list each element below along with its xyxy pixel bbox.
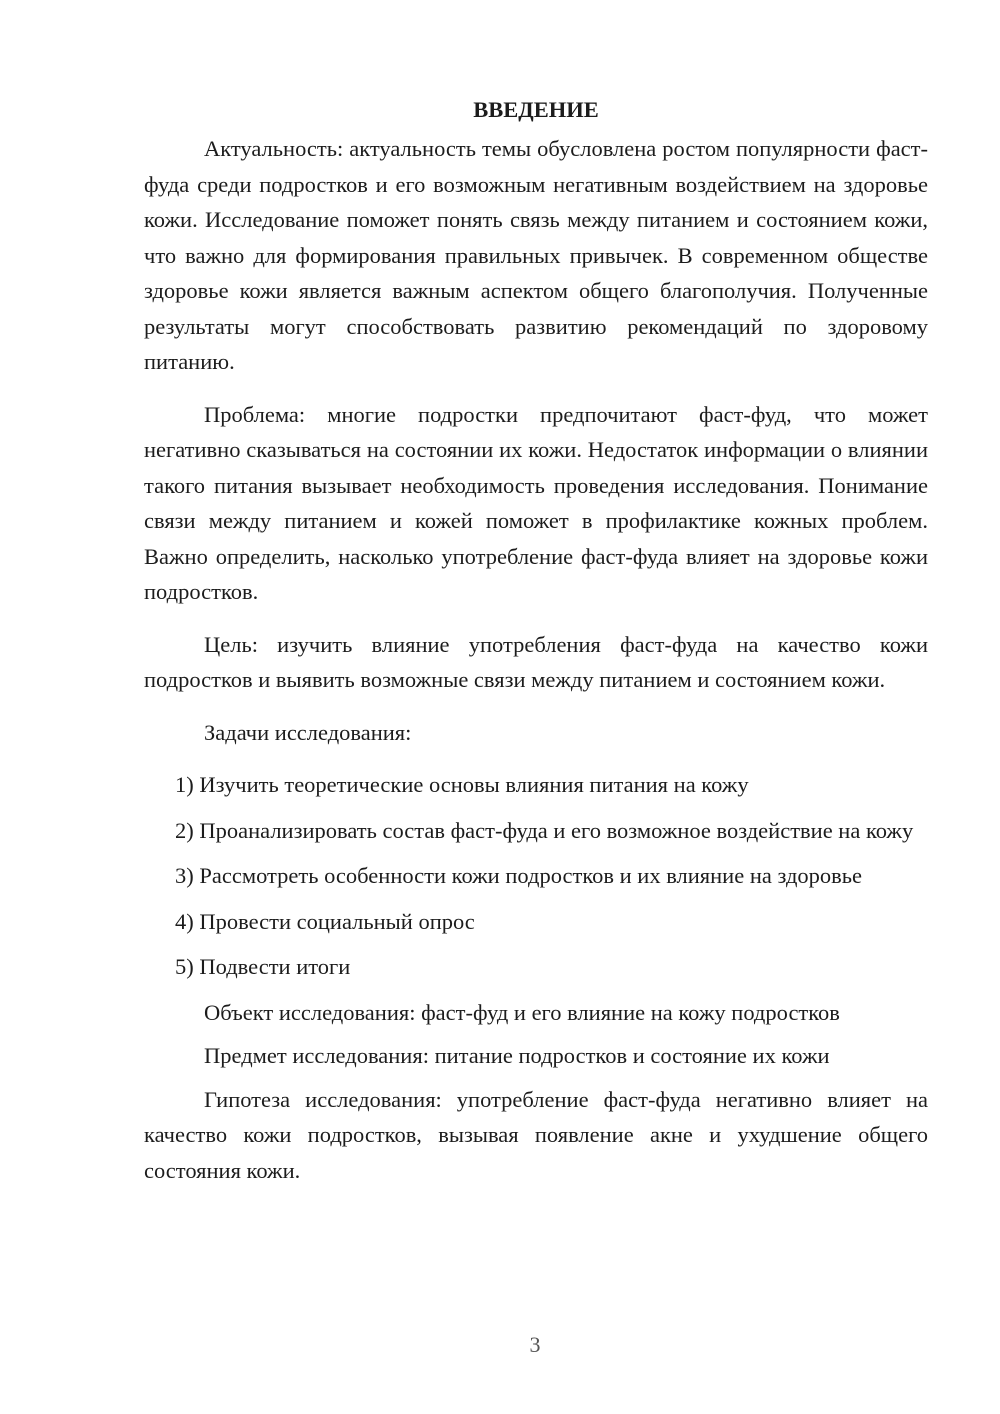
task-item-1: 1) Изучить теоретические основы влияния питания на кожу [175,772,749,797]
problem-paragraph: Проблема: многие подростки предпочитают фаст-фуд, что может негативно сказываться на состоянии их кожи. Недостаток информации о влиянии такого питания вызывает необходимость проведения исследования. Понимание связи между питанием и кожей поможет в профилактике кожных проблем. Важно определить, насколько употребление фаст-фуда влияет на здоровье кожи подростков. [144,401,928,604]
page-content [144,92,928,1205]
tasks-heading: Задачи исследования: [204,719,412,745]
task-item-3: 3) Рассмотреть особенности кожи подростков и их влияние на здоровье [175,863,863,888]
task-item-5: 5) Подвести итоги [175,954,351,979]
relevance-paragraph: Актуальность: актуальность темы обусловлена ростом популярности фаст-фуда среди подростков и его возможным негативным воздействием на здоровье кожи. Исследование поможет понять связь между питанием и состоянием кожи, что важно для формирования правильных привычек. В современном обществе здоровье кожи является важным аспектом общего благополучия. Полученные результаты могут способствовать развитию рекомендаций по здоровому питанию. [144,136,928,374]
goal-paragraph: Цель: изучить влияние употребления фаст-фуда на качество кожи подростков и выявить возможные связи между питанием и состоянием кожи. [144,631,928,692]
section-title: ВВЕДЕНИЕ [473,97,599,122]
page-number: 3 [529,1332,541,1357]
hypothesis-paragraph: Гипотеза исследования: употребление фаст-фуда негативно влияет на качество кожи подростков, вызывая появление акне и ухудшение общего состояния кожи. [144,1086,928,1183]
object-paragraph: Объект исследования: фаст-фуд и его влияние на кожу подростков [204,999,840,1025]
task-item-4: 4) Провести социальный опрос [175,908,475,934]
subject-paragraph: Предмет исследования: питание подростков и состояние их кожи [204,1043,830,1068]
task-item-2: 2) Проанализировать состав фаст-фуда и его возможное воздействие на кожу [175,817,914,843]
